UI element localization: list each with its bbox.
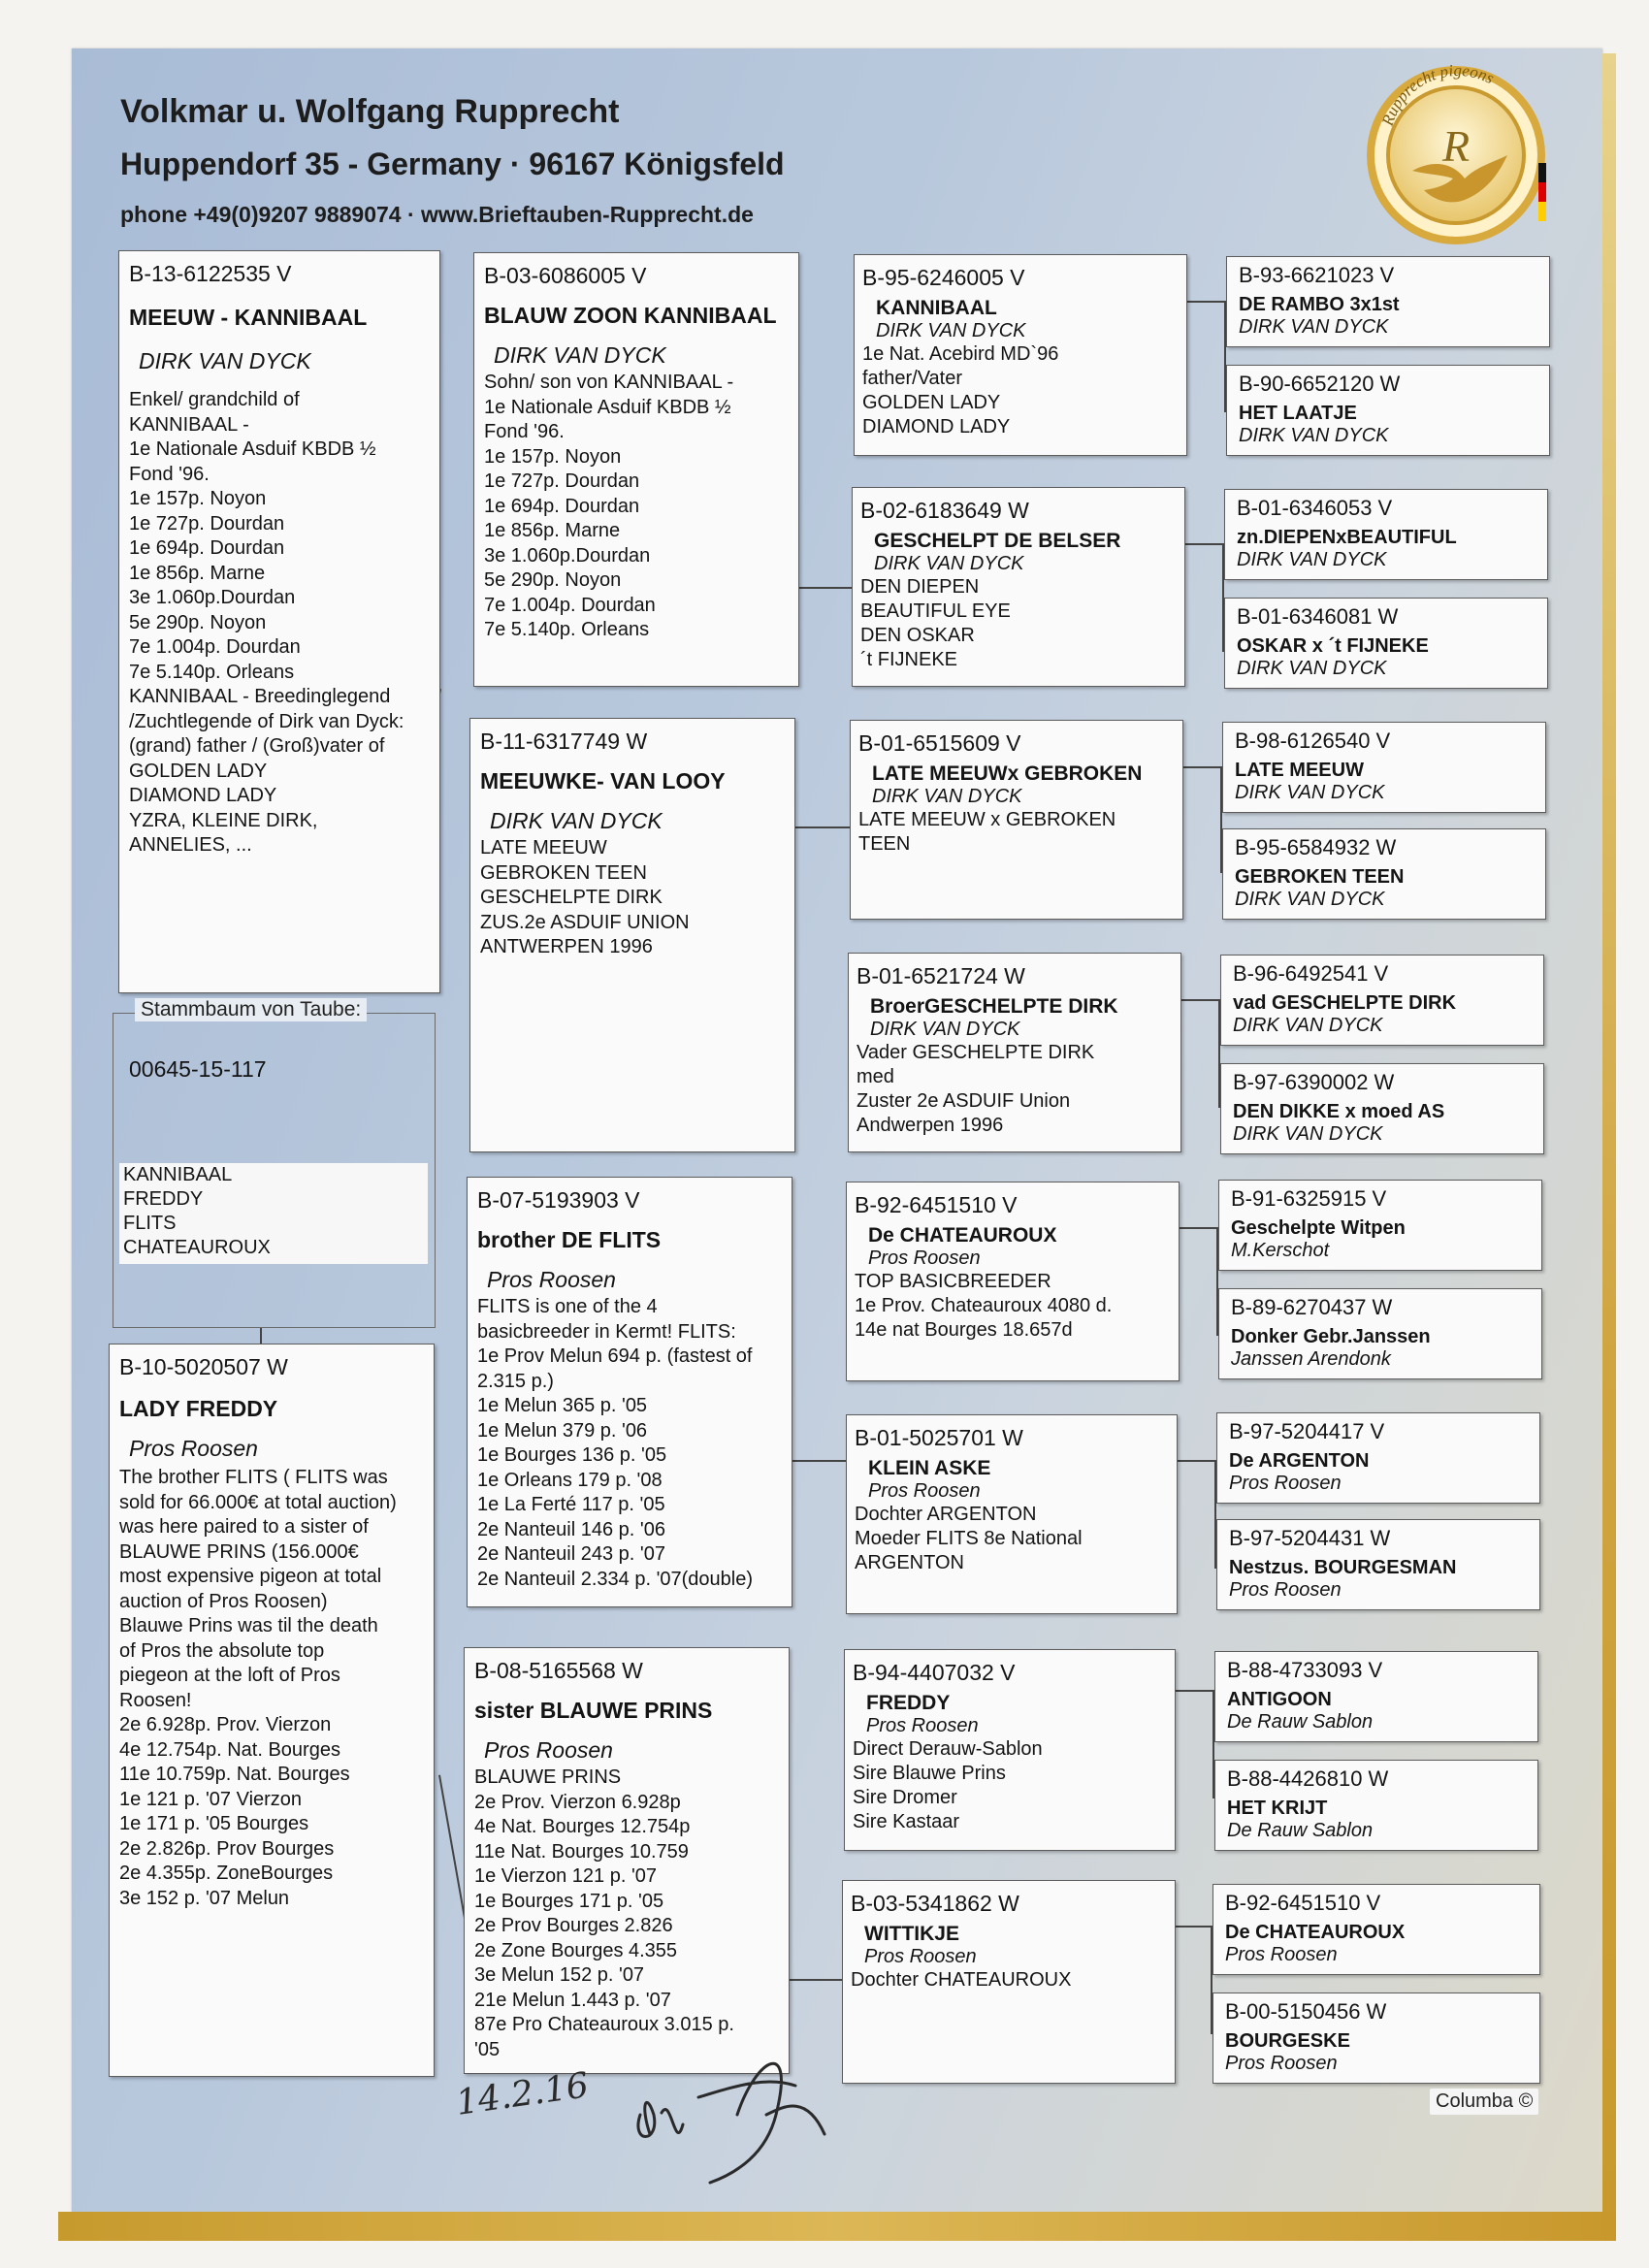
pigeon-notes: The brother FLITS ( FLITS was sold for 66.000€ at total auction) was here paired to a sister of BLAUWE PRINS (156.000€ most expensive pigeon at total auction of Pros Roosen) Blauwe Prins was til the death of Pros the absolute top piegeon at the loft of Pros Roosen! 2e 6.928p. Prov. Vierzon 4e 12.754p. Nat. Bourges 11e 10.759p. Nat. Bourges 1e 121 p. '07 Vierzon 1e 171 p. '05 Bourges 2e 2.826p. Prov Bourges 2e 4.355p. ZoneBourges 3e 152 p. '07 Melun [119, 1467, 397, 1909]
pigeon-card-gen4 [1220, 1063, 1544, 1154]
breeder-address: Huppendorf 35 - Germany · 96167 Königsfeld [120, 146, 785, 181]
pigeon-name: LADY FREDDY [119, 1396, 278, 1421]
breeder-name: Volkmar u. Wolfgang Rupprecht [120, 93, 620, 130]
pigeon-name: KLEIN ASKE [868, 1457, 991, 1479]
breeder-label: DIRK VAN DYCK [1237, 658, 1387, 679]
pigeon-name: BOURGESKE [1225, 2030, 1350, 2052]
breeder-label: Pros Roosen [484, 1737, 613, 1763]
pigeon-card-gen4 [1216, 1412, 1540, 1504]
pigeon-notes: Enkel/ grandchild of KANNIBAAL - 1e Nationale Asduif KBDB ½ Fond '96. 1e 157p. Noyon 1e 727p. Dourdan 1e 694p. Dourdan 1e 856p. Marne 3e 1.060p.Dourdan 5e 290p. Noyon 7e 1.004p. Dourdan 7e 5.140p. Orleans KANNIBAAL - Breedinglegend /Zuchtlegende of Dirk van Dyck: (grand) father / (Groß)vater of GOLDEN LADY DIAMOND LADY YZRA, KLEINE DIRK, ANNELIES, ... [129, 389, 404, 856]
pigeon-name: DE RAMBO 3x1st [1239, 294, 1400, 315]
ring-number: B-13-6122535 V [129, 261, 292, 286]
pigeon-notes: Direct Derauw-Sablon Sire Blauwe Prins Sire Dromer Sire Kastaar [853, 1738, 1043, 1832]
pigeon-name: vad GESCHELPTE DIRK [1233, 992, 1457, 1014]
pigeon-name: HET LAATJE [1239, 403, 1357, 424]
pigeon-notes: Dochter ARGENTON Moeder FLITS 8e National ARGENTON [855, 1504, 1083, 1573]
signature-date: 14.2.16 [453, 2065, 592, 2123]
connector-line [1176, 1690, 1214, 1692]
pigeon-notes: DEN DIEPEN BEAUTIFUL EYE DEN OSKAR ´t FIJNEKE [860, 576, 1011, 670]
gold-border-right [1602, 53, 1616, 2221]
ring-number: B-96-6492541 V [1233, 961, 1389, 986]
connector-line [1185, 543, 1224, 545]
breeder-label: Pros Roosen [868, 1480, 981, 1502]
pigeon-card-gen4 [1218, 1288, 1542, 1379]
breeder-label: DIRK VAN DYCK [874, 553, 1024, 574]
pigeon-notes: LATE MEEUW GEBROKEN TEEN GESCHELPTE DIRK ZUS.2e ASDUIF UNION ANTWERPEN 1996 [480, 837, 690, 957]
pigeon-notes: Sohn/ son von KANNIBAAL - 1e Nationale Asduif KBDB ½ Fond '96. 1e 157p. Noyon 1e 727p. Dourdan 1e 694p. Dourdan 1e 856p. Marne 3e 1.060p.Dourdan 5e 290p. Noyon 7e 1.004p. Dourdan 7e 5.140p. Orleans [484, 372, 734, 640]
pigeon-name: zn.DIEPENxBEAUTIFUL [1237, 527, 1457, 548]
connector-line [1178, 1460, 1216, 1462]
pigeon-card-gen4 [1220, 955, 1544, 1046]
ring-number: B-89-6270437 W [1231, 1295, 1393, 1319]
pigeon-notes: TOP BASICBREEDER 1e Prov. Chateauroux 4080 d. 14e nat Bourges 18.657d [855, 1271, 1113, 1341]
ring-number: B-01-6346081 W [1237, 604, 1399, 629]
pigeon-name: GESCHELPT DE BELSER [874, 530, 1121, 552]
stammbaum-panel [113, 998, 436, 1328]
ring-number: B-97-5204417 V [1229, 1419, 1385, 1443]
pigeon-card-gen4 [1226, 365, 1550, 456]
pigeon-card-gen4 [1224, 489, 1548, 580]
pigeon-card-sire [118, 250, 440, 993]
breeder-label: Pros Roosen [1229, 1473, 1342, 1494]
breeder-label: Pros Roosen [864, 1946, 977, 1967]
signature-scribble [638, 2063, 824, 2183]
pigeon-card-gen4 [1218, 1180, 1542, 1271]
pigeon-card-gen4 [1222, 828, 1546, 920]
pigeon-card-gen2 [467, 1177, 792, 1607]
breeder-header [120, 93, 785, 228]
pigeon-card-gen4 [1216, 1519, 1540, 1610]
pigeon-card-gen4 [1214, 1651, 1538, 1742]
pigeon-card-dam [109, 1344, 435, 2077]
connector-line [1187, 301, 1226, 303]
pigeon-card-gen3 [846, 1182, 1180, 1381]
breeder-label: DIRK VAN DYCK [872, 786, 1022, 807]
pigeon-notes: FLITS is one of the 4 basicbreeder in Kermt! FLITS: 1e Prov Melun 694 p. (fastest of 2.315 p.) 1e Melun 365 p. '05 1e Melun 379 p. '06 1e Bourges 136 p. '05 1e Orleans 179 p. '08 1e La Ferté 117 p. '05 2e Nanteuil 146 p. '06 2e Nanteuil 243 p. '07 2e Nanteuil 2.334 p. '07(double) [477, 1296, 754, 1590]
stammbaum-id: 00645-15-117 [129, 1056, 267, 1082]
pigeon-card-gen2 [473, 252, 799, 687]
connector-line [1181, 999, 1220, 1001]
breeder-label: De Rauw Sablon [1227, 1820, 1374, 1841]
breeder-label: Pros Roosen [1229, 1579, 1342, 1601]
ring-number: B-98-6126540 V [1235, 729, 1391, 753]
connector-line [795, 826, 854, 828]
ring-number: B-01-6515609 V [858, 730, 1021, 756]
ring-number: B-88-4426810 W [1227, 1766, 1389, 1791]
pigeon-name: MEEUW - KANNIBAAL [129, 305, 368, 330]
ring-number: B-92-6451510 V [855, 1192, 1018, 1217]
breeder-label: M.Kerschot [1231, 1240, 1330, 1261]
ring-number: B-97-5204431 W [1229, 1526, 1391, 1550]
pigeon-notes: LATE MEEUW x GEBROKEN TEEN [858, 809, 1116, 855]
pigeon-name: DEN DIKKE x moed AS [1233, 1101, 1445, 1122]
ring-number: B-90-6652120 W [1239, 372, 1401, 396]
ring-number: B-11-6317749 W [480, 729, 648, 754]
pigeon-name: Donker Gebr.Janssen [1231, 1326, 1431, 1347]
pigeon-name: ANTIGOON [1227, 1689, 1332, 1710]
ring-number: B-08-5165568 W [474, 1658, 643, 1683]
breeder-label: DIRK VAN DYCK [490, 808, 663, 833]
pigeon-name: Nestzus. BOURGESMAN [1229, 1557, 1457, 1578]
pigeon-name: De ARGENTON [1229, 1450, 1370, 1472]
pigeon-card-gen3 [850, 720, 1183, 920]
flag-stripe-black [1538, 163, 1546, 182]
breeder-label: DIRK VAN DYCK [139, 348, 311, 373]
pigeon-name: LATE MEEUW [1235, 760, 1364, 781]
breeder-label: Pros Roosen [1225, 2053, 1338, 2074]
pigeon-card-gen4 [1222, 722, 1546, 813]
breeder-label: Pros Roosen [129, 1436, 258, 1461]
rupprecht-logo [1356, 54, 1560, 258]
connector-line [790, 1979, 844, 1981]
pigeon-name: HET KRIJT [1227, 1798, 1328, 1819]
pigeon-name: OSKAR x ´t FIJNEKE [1237, 635, 1429, 657]
stammbaum-label: Stammbaum von Taube: [135, 998, 367, 1021]
breeder-label: DIRK VAN DYCK [1235, 782, 1385, 803]
ring-number: B-94-4407032 V [853, 1660, 1016, 1685]
pigeon-notes: 1e Nat. Acebird MD`96 father/Vater GOLDEN LADY DIAMOND LADY [862, 343, 1059, 437]
connector-line [792, 1460, 849, 1462]
ring-number: B-91-6325915 V [1231, 1186, 1387, 1211]
breeder-label: DIRK VAN DYCK [1233, 1123, 1383, 1145]
pigeon-name: MEEUWKE- VAN LOOY [480, 768, 726, 794]
connector-line [1174, 1926, 1212, 1928]
pigeon-card-gen2 [469, 718, 795, 1152]
pigeon-notes: BLAUWE PRINS 2e Prov. Vierzon 6.928p 4e Nat. Bourges 12.754p 11e Nat. Bourges 10.759 1e Vierzon 121 p. '07 1e Bourges 171 p. '05 2e Prov Bourges 2.826 2e Zone Bourges 4.355 3e Melun 152 p. '07 21e Melun 1.443 p. '07 87e Pro Chateauroux 3.015 p. '05 [474, 1766, 734, 2060]
pigeon-name: FREDDY [866, 1692, 951, 1714]
pigeon-card-gen3 [848, 953, 1181, 1152]
ring-number: B-95-6584932 W [1235, 835, 1397, 859]
ring-number: B-97-6390002 W [1233, 1070, 1395, 1094]
logo-letter: R [1441, 121, 1471, 171]
breeder-label: Pros Roosen [1225, 1944, 1338, 1965]
pigeon-card-gen4 [1224, 598, 1548, 689]
pigeon-name: WITTIKJE [864, 1923, 959, 1945]
connector-line [260, 1328, 262, 1345]
pigeon-card-gen3 [842, 1880, 1176, 2084]
pigeon-card-gen4 [1226, 256, 1550, 347]
ring-number: B-03-6086005 V [484, 263, 647, 288]
ring-number: B-01-6346053 V [1237, 496, 1393, 520]
breeder-label: DIRK VAN DYCK [870, 1019, 1020, 1040]
connector-line [799, 587, 854, 589]
pigeon-card-gen3 [846, 1414, 1178, 1614]
ring-number: B-10-5020507 W [119, 1354, 288, 1379]
pigeon-card-gen4 [1214, 1760, 1538, 1851]
ring-number: B-03-5341862 W [851, 1891, 1019, 1916]
pigeon-card-gen4 [1212, 1993, 1540, 2084]
pigeon-card-gen4 [1212, 1884, 1540, 1975]
flag-stripe-gold [1538, 202, 1546, 221]
breeder-label: DIRK VAN DYCK [876, 320, 1026, 341]
connector-line [1183, 766, 1222, 768]
breeder-label: DIRK VAN DYCK [1239, 316, 1389, 338]
breeder-label: De Rauw Sablon [1227, 1711, 1374, 1733]
breeder-label: Pros Roosen [487, 1267, 616, 1292]
pigeon-card-gen3 [852, 487, 1185, 687]
ring-number: B-00-5150456 W [1225, 1999, 1387, 2024]
stammbaum-names: KANNIBAAL FREDDY FLITS CHATEAUROUX [119, 1163, 428, 1264]
breeder-label: DIRK VAN DYCK [1233, 1015, 1383, 1036]
ring-number: B-93-6621023 V [1239, 263, 1395, 287]
pigeon-name: BLAUW ZOON KANNIBAAL [484, 303, 777, 328]
pigeon-card-gen3 [854, 254, 1187, 456]
pigeon-notes: Dochter CHATEAUROUX [851, 1969, 1072, 1991]
pigeon-name: KANNIBAAL [876, 297, 997, 319]
ring-number: B-88-4733093 V [1227, 1658, 1383, 1682]
ring-number: B-02-6183649 W [860, 498, 1029, 523]
pigeon-name: De CHATEAUROUX [868, 1224, 1057, 1247]
breeder-label: Janssen Arendonk [1231, 1348, 1391, 1370]
connector-line [1180, 1227, 1218, 1229]
breeder-contact: phone +49(0)9207 9889074 · www.Brieftauben-Rupprecht.de [120, 202, 754, 227]
ring-number: B-92-6451510 V [1225, 1891, 1381, 1915]
breeder-label: Pros Roosen [868, 1247, 981, 1269]
ring-number: B-01-6521724 W [857, 963, 1025, 988]
handwritten-signature [446, 1998, 854, 2202]
breeder-label: Pros Roosen [866, 1715, 979, 1736]
ring-number: B-95-6246005 V [862, 265, 1025, 290]
pigeon-name: sister BLAUWE PRINS [474, 1698, 713, 1723]
breeder-label: DIRK VAN DYCK [1237, 549, 1387, 570]
breeder-label: DIRK VAN DYCK [1239, 425, 1389, 446]
breeder-label: DIRK VAN DYCK [494, 342, 666, 368]
pigeon-card-gen3 [844, 1649, 1176, 1851]
pigeon-name: brother DE FLITS [477, 1227, 662, 1252]
pigeon-name: De CHATEAUROUX [1225, 1922, 1406, 1943]
ring-number: B-01-5025701 W [855, 1425, 1023, 1450]
pigeon-name: BroerGESCHELPTE DIRK [870, 995, 1118, 1018]
gold-border-bottom [58, 2212, 1616, 2241]
pigeon-notes: Vader GESCHELPTE DIRK med Zuster 2e ASDUIF Union Andwerpen 1996 [857, 1042, 1095, 1136]
breeder-label: DIRK VAN DYCK [1235, 889, 1385, 910]
pigeon-name: Geschelpte Witpen [1231, 1217, 1406, 1239]
pigeon-name: LATE MEEUWx GEBROKEN [872, 762, 1143, 785]
copyright-label: Columba © [1430, 2089, 1538, 2115]
pigeon-name: GEBROKEN TEEN [1235, 866, 1405, 888]
logo-text: Rupprecht pigeons [1377, 60, 1498, 128]
ring-number: B-07-5193903 V [477, 1187, 640, 1213]
flag-stripe-red [1538, 182, 1546, 202]
